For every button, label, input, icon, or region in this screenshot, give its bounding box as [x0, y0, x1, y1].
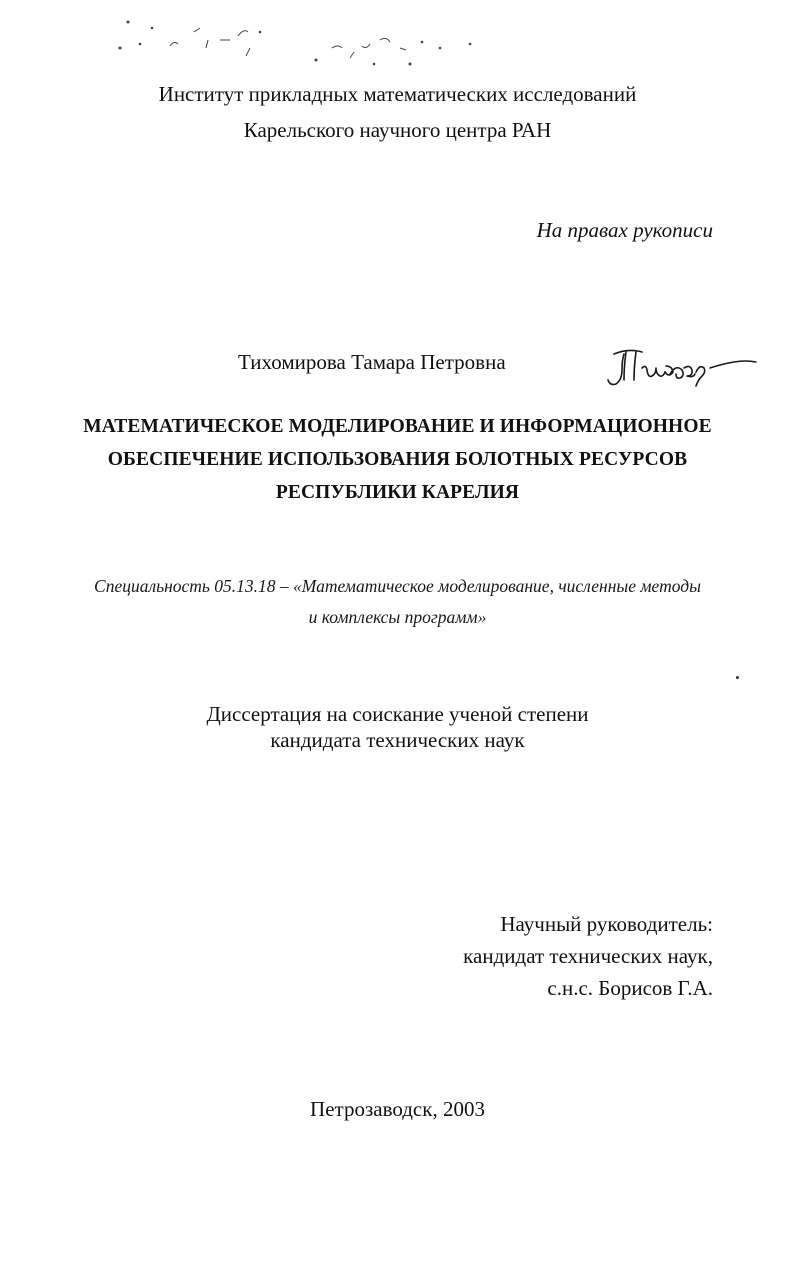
author-name: Тихомирова Тамара Петровна — [238, 350, 506, 374]
title-line-3: РЕСПУБЛИКИ КАРЕЛИЯ — [275, 482, 520, 503]
dissertation-line-1: Диссертация на соискание ученой степени — [206, 702, 589, 726]
specialty-line-1: Специальность 05.13.18 – «Математическое моделирование, численные методы — [94, 576, 701, 596]
supervisor-name: с.н.с. Борисов Г.А. — [547, 976, 713, 1000]
dissertation-line-2: кандидата технических наук — [270, 728, 525, 752]
specialty-line-2: и комплексы программ» — [308, 607, 487, 627]
supervisor-label: Научный руководитель: — [500, 912, 713, 936]
institute-name-line1: Институт прикладных математических исследований — [158, 82, 637, 106]
scan-dot — [736, 676, 739, 679]
handwritten-signature — [600, 338, 765, 398]
manuscript-note: На правах рукописи — [536, 218, 713, 242]
title-line-1: МАТЕМАТИЧЕСКОЕ МОДЕЛИРОВАНИЕ И ИНФОРМАЦИОННОЕ — [83, 416, 712, 437]
scan-noise-marks — [110, 18, 490, 78]
supervisor-degree: кандидат технических наук, — [463, 944, 713, 968]
title-line-2: ОБЕСПЕЧЕНИЕ ИСПОЛЬЗОВАНИЯ БОЛОТНЫХ РЕСУРСОВ — [107, 449, 688, 470]
city-year: Петрозаводск, 2003 — [310, 1097, 485, 1121]
institute-name-line2: Карельского научного центра РАН — [243, 118, 552, 142]
